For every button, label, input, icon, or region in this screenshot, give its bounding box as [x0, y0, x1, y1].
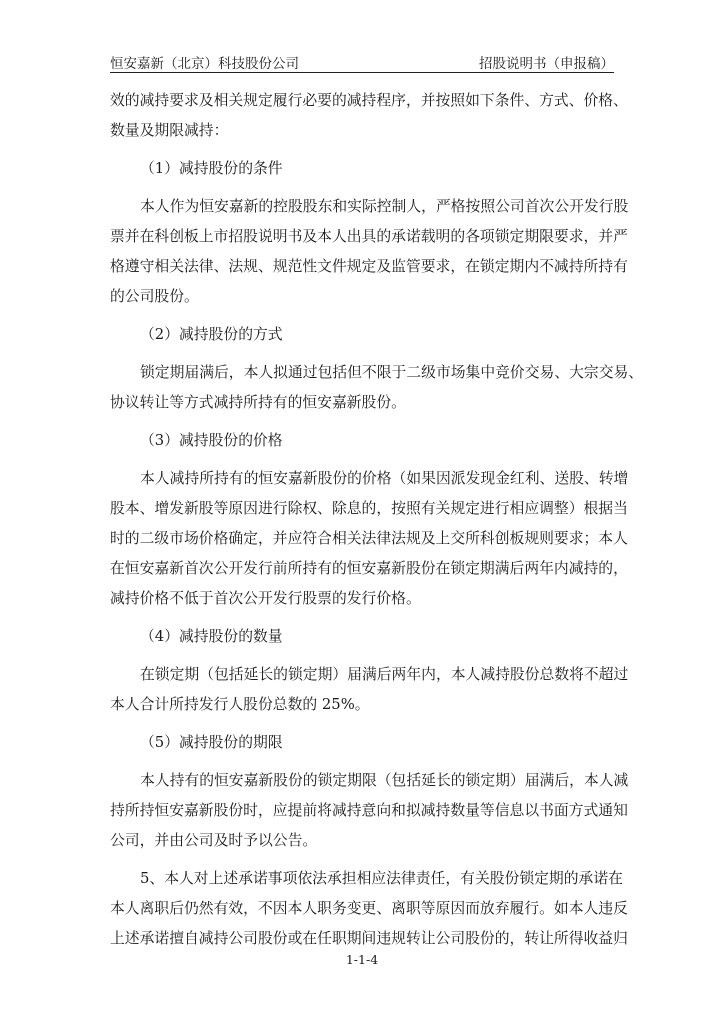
body-line: 在锁定期（包括延长的锁定期）届满后两年内，本人减持股份总数将不超过 [140, 666, 629, 683]
body-line: 格遵守相关法律、法规、规范性文件规定及监管要求，在锁定期内不减持所持有 [110, 258, 628, 275]
body-line: 在恒安嘉新首次公开发行前所持有的恒安嘉新股份在锁定期满后两年内减持的， [110, 560, 628, 577]
body-line: 本人持有的恒安嘉新股份的锁定期限（包括延长的锁定期）届满后，本人减 [140, 772, 629, 789]
body-line: 的公司股份。 [110, 288, 199, 305]
body-line: 持所持恒安嘉新股份时，应提前将减持意向和拟减持数量等信息以书面方式通知 [110, 802, 628, 819]
body-line: 本人合计所持发行人股份总数的 25%。 [110, 696, 370, 713]
section-heading-period: （5）减持股份的期限 [140, 734, 283, 751]
body-line: 5、本人对上述承诺事项依法承担相应法律责任，有关股份锁定期的承诺在 [140, 870, 623, 887]
body-line: 上述承诺擅自减持公司股份或在任职期间违规转让公司股份的，转让所得收益归 [110, 930, 628, 947]
section-heading-method: （2）减持股份的方式 [140, 326, 283, 343]
body-line: 本人减持所持有的恒安嘉新股份的价格（如果因派发现金红利、送股、转增 [140, 470, 629, 487]
section-heading-conditions: （1）减持股份的条件 [140, 160, 283, 177]
body-line: 时的二级市场价格确定，并应符合相关法律法规及上交所科创板规则要求；本人 [110, 530, 628, 547]
body-line: 股本、增发新股等原因进行除权、除息的，按照有关规定进行相应调整）根据当 [110, 500, 628, 517]
body-line: 锁定期届满后，本人拟通过包括但不限于二级市场集中竞价交易、大宗交易、 [140, 364, 644, 381]
section-heading-quantity: （4）减持股份的数量 [140, 628, 283, 645]
body-line: 票并在科创板上市招股说明书及本人出具的承诺载明的各项锁定期限要求，并严 [110, 228, 628, 245]
body-line: 本人作为恒安嘉新的控股股东和实际控制人，严格按照公司首次公开发行股 [140, 198, 629, 215]
body-line: 本人离职后仍然有效，不因本人职务变更、离职等原因而放弃履行。如本人违反 [110, 900, 628, 917]
body-line: 协议转让等方式减持所持有的恒安嘉新股份。 [110, 394, 406, 411]
body-line: 减持价格不低于首次公开发行股票的发行价格。 [110, 590, 421, 607]
page-body [110, 86, 644, 954]
page-header [110, 50, 614, 73]
body-line: 效的减持要求及相关规定履行必要的减持程序，并按照如下条件、方式、价格、 [110, 92, 628, 109]
body-line: 数量及期限减持： [110, 122, 229, 139]
body-line: 公司，并由公司及时予以公告。 [110, 832, 318, 849]
page-number: 1-1-4 [345, 952, 379, 967]
header-company-name: 恒安嘉新（北京）科技股份公司 [110, 56, 299, 72]
section-heading-price: （3）减持股份的价格 [140, 432, 283, 449]
header-document-title: 招股说明书（申报稿） [479, 56, 614, 72]
